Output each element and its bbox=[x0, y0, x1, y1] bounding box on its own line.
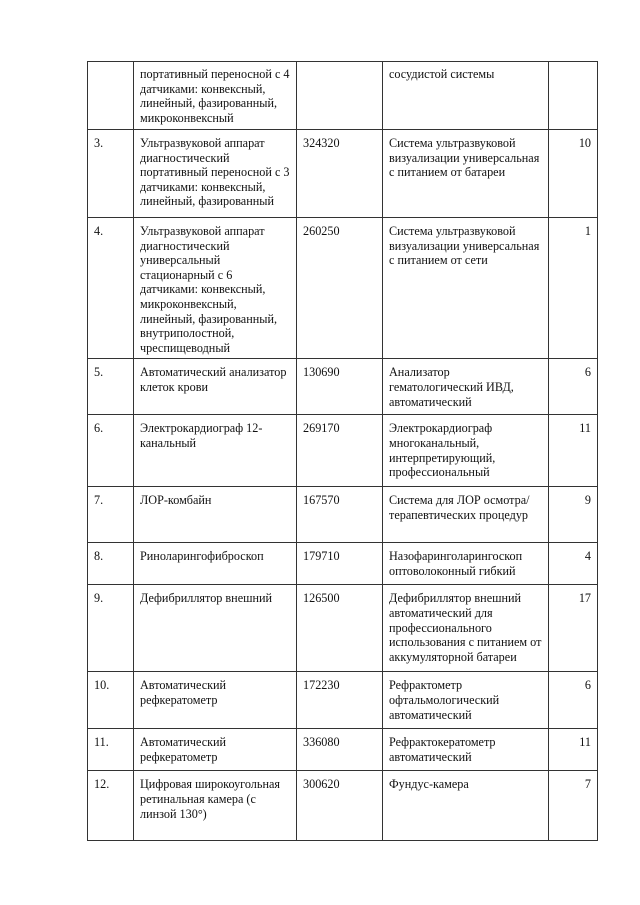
code-cell: 336080 bbox=[297, 729, 383, 771]
equipment-name-cell: Цифровая широкоугольная ретинальная камера (с линзой 130°) bbox=[134, 771, 297, 841]
equipment-table bbox=[87, 61, 598, 841]
quantity-cell: 6 bbox=[549, 672, 598, 729]
row-number-cell: 7. bbox=[88, 487, 134, 543]
table-row bbox=[88, 672, 598, 729]
row-number-cell: 3. bbox=[88, 130, 134, 218]
quantity-cell: 4 bbox=[549, 543, 598, 585]
row-number-cell: 5. bbox=[88, 359, 134, 415]
quantity-cell: 11 bbox=[549, 729, 598, 771]
table-row bbox=[88, 487, 598, 543]
quantity-cell: 10 bbox=[549, 130, 598, 218]
quantity-cell: 7 bbox=[549, 771, 598, 841]
description-cell: Система для ЛОР осмотра/терапевтических процедур bbox=[383, 487, 549, 543]
code-cell: 260250 bbox=[297, 218, 383, 359]
row-number-cell: 6. bbox=[88, 415, 134, 487]
description-cell: Анализатор гематологический ИВД, автоматический bbox=[383, 359, 549, 415]
row-number-cell: 11. bbox=[88, 729, 134, 771]
quantity-cell bbox=[549, 62, 598, 130]
row-number-cell: 8. bbox=[88, 543, 134, 585]
quantity-cell: 17 bbox=[549, 585, 598, 672]
equipment-name-cell: ЛОР-комбайн bbox=[134, 487, 297, 543]
code-cell: 324320 bbox=[297, 130, 383, 218]
description-cell: Назофаринголарингоскоп оптоволоконный гибкий bbox=[383, 543, 549, 585]
table-row bbox=[88, 218, 598, 359]
equipment-name-cell: портативный переносной с 4 датчиками: конвексный, линейный, фазированный, микроконвексный bbox=[134, 62, 297, 130]
code-cell: 130690 bbox=[297, 359, 383, 415]
equipment-name-cell: Автоматический анализатор клеток крови bbox=[134, 359, 297, 415]
code-cell: 269170 bbox=[297, 415, 383, 487]
description-cell: Рефрактокератометр автоматический bbox=[383, 729, 549, 771]
quantity-cell: 6 bbox=[549, 359, 598, 415]
quantity-cell: 1 bbox=[549, 218, 598, 359]
code-cell: 179710 bbox=[297, 543, 383, 585]
equipment-name-cell: Автоматический рефкератометр bbox=[134, 729, 297, 771]
row-number-cell: 4. bbox=[88, 218, 134, 359]
equipment-name-cell: Ультразвуковой аппарат диагностический универсальный стационарный с 6 датчиками: конвексный, микроконвексный, линейный, фазированный, внутриполостной, чреспищеводный bbox=[134, 218, 297, 359]
description-cell: сосудистой системы bbox=[383, 62, 549, 130]
table-row bbox=[88, 415, 598, 487]
equipment-name-cell: Ультразвуковой аппарат диагностический портативный переносной с 3 датчиками: конвексный, линейный, фазированный bbox=[134, 130, 297, 218]
equipment-name-cell: Электрокардиограф 12-канальный bbox=[134, 415, 297, 487]
code-cell: 167570 bbox=[297, 487, 383, 543]
table-row bbox=[88, 729, 598, 771]
code-cell: 126500 bbox=[297, 585, 383, 672]
description-cell: Дефибриллятор внешний автоматический для профессионального использования с питанием от аккумуляторной батареи bbox=[383, 585, 549, 672]
equipment-name-cell: Дефибриллятор внешний bbox=[134, 585, 297, 672]
row-number-cell: 9. bbox=[88, 585, 134, 672]
table-row bbox=[88, 543, 598, 585]
table-row bbox=[88, 130, 598, 218]
description-cell: Система ультразвуковой визуализации универсальная с питанием от батареи bbox=[383, 130, 549, 218]
table-row bbox=[88, 359, 598, 415]
table-row bbox=[88, 62, 598, 130]
equipment-name-cell: Риноларингофиброскоп bbox=[134, 543, 297, 585]
quantity-cell: 11 bbox=[549, 415, 598, 487]
code-cell bbox=[297, 62, 383, 130]
table-row bbox=[88, 585, 598, 672]
code-cell: 172230 bbox=[297, 672, 383, 729]
code-cell: 300620 bbox=[297, 771, 383, 841]
table-row bbox=[88, 771, 598, 841]
row-number-cell: 12. bbox=[88, 771, 134, 841]
description-cell: Рефрактометр офтальмологический автоматический bbox=[383, 672, 549, 729]
row-number-cell: 10. bbox=[88, 672, 134, 729]
equipment-name-cell: Автоматический рефкератометр bbox=[134, 672, 297, 729]
quantity-cell: 9 bbox=[549, 487, 598, 543]
description-cell: Система ультразвуковой визуализации универсальная с питанием от сети bbox=[383, 218, 549, 359]
row-number-cell bbox=[88, 62, 134, 130]
description-cell: Электрокардиограф многоканальный, интерпретирующий, профессиональный bbox=[383, 415, 549, 487]
description-cell: Фундус-камера bbox=[383, 771, 549, 841]
